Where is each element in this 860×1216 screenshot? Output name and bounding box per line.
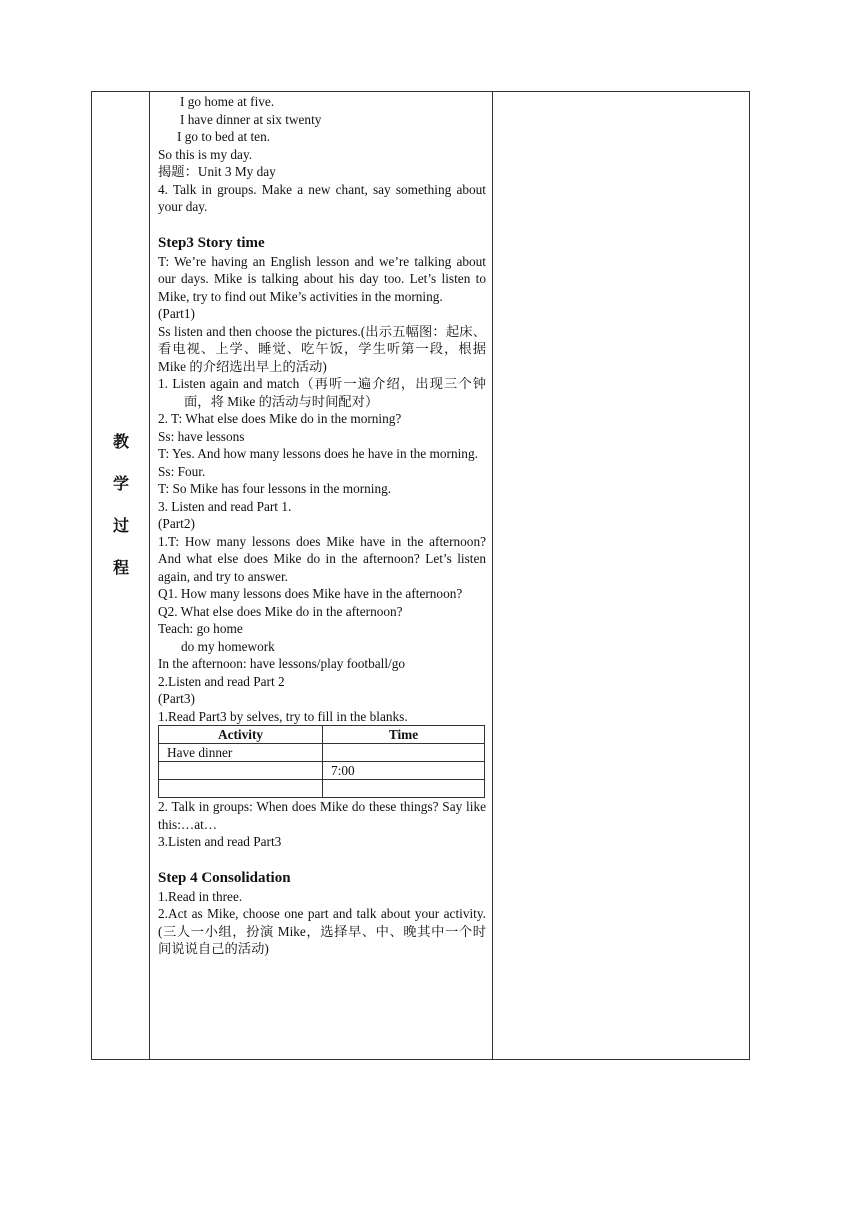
topic-reveal: 揭题：Unit 3 My day (158, 164, 276, 179)
table-cell: Have dinner (159, 744, 323, 762)
table-header: Time (323, 726, 485, 744)
teach-line: Teach: go home (158, 621, 243, 636)
section-label (92, 432, 150, 600)
step4-heading: Step 4 Consolidation (158, 869, 291, 886)
dialogue-line: T: Yes. And how many lessons does he have in the morning. (158, 446, 478, 461)
part1-choose: Ss listen and then choose the pictures.(出示五幅图：起床、看电视、上学、睡觉、吃午饭，学生听第一段，根据 Mike 的介绍选出早上的活动) (158, 323, 486, 374)
teach-line: do my homework (181, 638, 275, 654)
table-header-row (159, 726, 485, 744)
part3-label: (Part3) (158, 691, 195, 706)
table-row (159, 780, 485, 798)
dialogue-line: Ss: have lessons (158, 428, 245, 444)
dialogue-line: T: So Mike has four lessons in the morning. (158, 481, 392, 496)
section-label-char: 过 (112, 518, 129, 535)
section-label-char: 程 (112, 560, 129, 577)
part3-fill: 1.Read Part3 by selves, try to fill in the blanks. (158, 708, 408, 724)
section-label-char: 教 (112, 434, 129, 451)
table-header: Activity (159, 726, 323, 744)
table-cell (159, 762, 323, 780)
table-cell (323, 780, 485, 798)
chant-line: I go home at five. (180, 94, 275, 109)
chant-line: So this is my day. (158, 146, 253, 162)
part2-question: 1.T: How many lessons does Mike have in the afternoon? And what else does Mike do in the afternoon? Let’s listen again, and try to answer. (158, 533, 486, 584)
step4-item-2: 2.Act as Mike, choose one part and talk about your activity.(三人一小组，扮演 Mike，选择早、中、晚其中一个时间说说自己的活动) (158, 906, 486, 956)
part3-talk: 2. Talk in groups: When does Mike do these things? Say like this:…at… (158, 799, 486, 832)
table-cell (323, 744, 485, 762)
notes-column (493, 92, 751, 1059)
question-2: Q2. What else does Mike do in the afternoon? (158, 603, 403, 619)
table-row (159, 744, 485, 762)
afternoon-activities: In the afternoon: have lessons/play football/go (158, 656, 406, 671)
table-row (159, 762, 485, 780)
question-1: Q1. How many lessons does Mike have in the afternoon? (158, 586, 463, 601)
table-cell (159, 780, 323, 798)
step3-intro: T: We’re having an English lesson and we’re talking about our days. Mike is talking about his day too. Let’s listen to Mike, try to find out Mike’s activities in the morning. (158, 253, 486, 304)
section-label-column (92, 92, 150, 1059)
lesson-plan-table (91, 91, 750, 1060)
part3-read: 3.Listen and read Part3 (158, 834, 282, 849)
table-cell: 7:00 (323, 762, 485, 780)
part2-read: 2.Listen and read Part 2 (158, 673, 285, 689)
dialogue-line: Ss: Four. (158, 463, 206, 479)
part1-label: (Part1) (158, 306, 195, 321)
step3-heading: Step3 Story time (158, 234, 265, 251)
group-talk-instruction: 4. Talk in groups. Make a new chant, say something about your day. (158, 181, 486, 214)
part1-item-2: 2. T: What else does Mike do in the morning? (158, 411, 402, 426)
activity-time-table (158, 725, 485, 798)
teaching-process-column (150, 92, 493, 1059)
part1-item-1: 1. Listen again and match（再听一遍介绍，出现三个钟面，将 Mike 的活动与时间配对） (158, 376, 486, 409)
part2-label: (Part2) (158, 516, 195, 531)
part1-item-3: 3. Listen and read Part 1. (158, 498, 292, 514)
chant-line: I go to bed at ten. (177, 129, 271, 144)
chant-line: I have dinner at six twenty (180, 111, 322, 127)
step4-item-1: 1.Read in three. (158, 888, 243, 904)
section-label-char: 学 (112, 476, 129, 493)
